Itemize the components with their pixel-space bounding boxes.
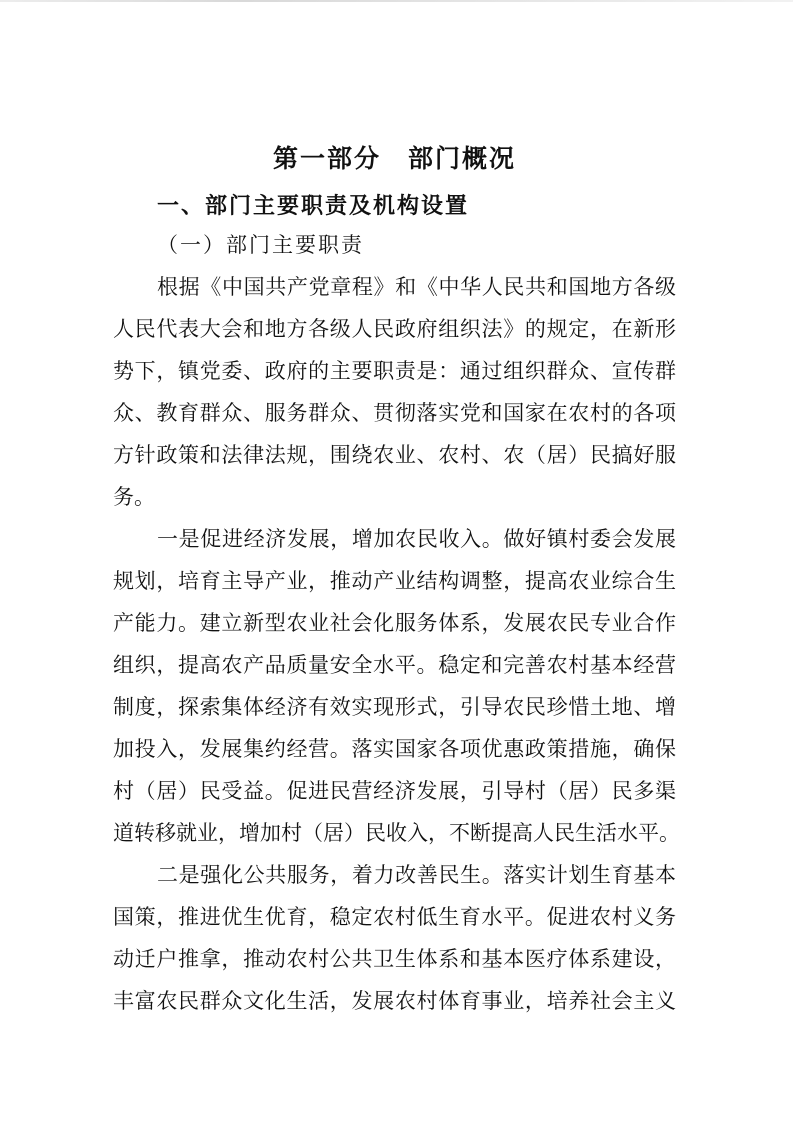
text-line: 众、教育群众、服务群众、贯彻落实党和国家在农村的各项 xyxy=(113,401,676,425)
text-line: 村（居）民受益。促进民营经济发展，引导村（居）民多渠 xyxy=(113,779,676,803)
text-line: 组织，提高农产品质量安全水平。稳定和完善农村基本经营 xyxy=(113,653,676,677)
paragraph-public-services xyxy=(113,854,676,1022)
paragraph-economic-development xyxy=(113,518,680,854)
document-body xyxy=(113,0,680,1022)
text-line: 务。 xyxy=(113,485,155,509)
text-line: 人民代表大会和地方各级人民政府组织法》的规定，在新形 xyxy=(113,317,676,341)
text-line: 根据《中国共产党章程》和《中华人民共和国地方各级 xyxy=(157,275,676,299)
text-line: 动迁户推拿，推动农村公共卫生体系和基本医疗体系建设， xyxy=(113,947,676,971)
text-line: 方针政策和法律法规，围绕农业、农村、农（居）民搞好服 xyxy=(113,443,676,467)
text-line: 二是强化公共服务，着力改善民生。落实计划生育基本 xyxy=(157,863,676,887)
text-line: 加投入，发展集约经营。落实国家各项优惠政策措施，确保 xyxy=(113,737,676,761)
document-title: 第一部分 部门概况 xyxy=(272,146,516,173)
text-line: 道转移就业，增加村（居）民收入，不断提高人民生活水平。 xyxy=(113,821,680,845)
text-line: 制度，探索集体经济有效实现形式，引导农民珍惜土地、增 xyxy=(113,695,676,719)
text-line: 国策，推进优生优育，稳定农村低生育水平。促进农村义务 xyxy=(113,905,676,929)
section-heading: 一、部门主要职责及机构设置 xyxy=(157,193,470,218)
text-line: 规划，培育主导产业，推动产业结构调整，提高农业综合生 xyxy=(113,569,676,593)
text-line: 丰富农民群众文化生活，发展农村体育事业，培养社会主义 xyxy=(113,989,676,1013)
text-line: 一是促进经济发展，增加农民收入。做好镇村委会发展 xyxy=(157,527,676,551)
paragraph-duties-intro xyxy=(113,266,676,518)
subsection-heading: （一）部门主要职责 xyxy=(157,233,364,257)
text-line: 势下，镇党委、政府的主要职责是：通过组织群众、宣传群 xyxy=(113,359,676,383)
text-line: 产能力。建立新型农业社会化服务体系，发展农民专业合作 xyxy=(113,611,676,635)
